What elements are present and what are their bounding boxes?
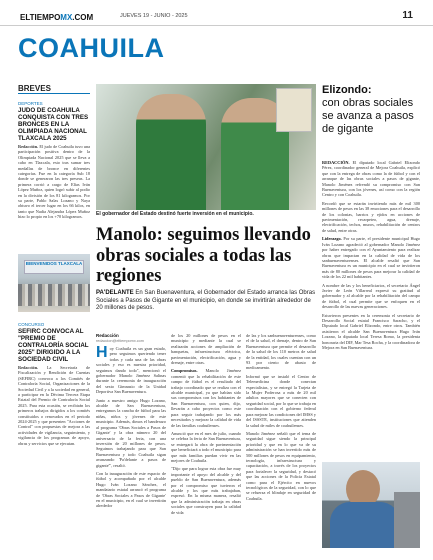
side-subhead: Liderazgo. [322,236,342,242]
side-paragraph: Liderazgo. Por su parte, el presidente municipal Hugo Iván Lozano agradeció al gobernador Manolo Jiménez por haber entregado con el Ayuntamiento para realizar obras que impactan en la calidad de vida de los sanbuenaventurenses. El alcalde resaltó que San Buenaventura es un municipio en el cual se invirtieron más de 80 millones de pesos para mejorar la calidad de vida de los 22 mil habitantes. [322,236,420,280]
article-paragraph: "Dijo que para lograr esta obra fue muy importante el apoyo del alcalde y del pueblo de San Buenaventura, además por el compromiso que tuvieron el alcalde y los que más trabajaban, expresó. En la misma manera, resaltó que la administración trabaja en obras sociales que construyen para la calidad de vida [171,466,241,515]
brand-main: ELTIEMPO [20,13,61,22]
side-story-body [322,160,420,353]
dropcap: H [96,344,108,361]
article-column-1 [96,346,166,512]
main-headline[interactable]: Manolo: seguimos llevando obras sociales a todas las regiones [96,225,311,286]
deck-place: PA'DELANTE [96,290,134,296]
article-paragraph: de las y los sanbuenaventurenses, como el de la salud, el drenaje, dentro de San Buenaventura que permite el desarrollo de la salud de los 110 metros de salud de la entidad, los cuales cuentan con un 93 por ciento de abasto de medicamento. [246,333,316,371]
article-column-3 [246,333,316,504]
brief-sefirc [18,322,90,446]
side-photo [322,462,420,548]
photo-banner: BIENVENIDOS TLAXCALA [24,260,84,274]
brief-judo [18,101,90,220]
article-paragraph: de los 20 millones de pesos en el municipio y mediante la cual se realizarán acciones de ampliación de banquetas, infraestructura eléctrica, pavimentación, electrificación, agua y drenaje, entre otras. [171,333,241,366]
brief-kicker: CONCURSO [18,322,45,327]
side-paragraph: Estuvieron presentes en la ceremonia el secretario de Desarrollo Social estatal Francisco Saracho, y el Diputado local Gabriel Elizondo, entre otros. También asistieron el alcalde San Buenaventura Hugo Iván Lozano, la diputada local Teresa Romo, la presidenta honoraria del DIF, Mar Tesa Rocha, y la coordinadora de Mejora en San Buenaventura. [322,312,420,350]
brief-lead: Redacción. [18,365,39,370]
deck-text: En San Buenaventura, el Gobernador del Estado arranca las Obras Sociales a Pasos de Gigante en el municipio, en donde se invirtirán alrededor de 20 millones de pesos. [96,290,316,312]
brief-photo [18,254,90,312]
article-paragraph: Manolo Jiménez señaló que el tema de seguridad sigue siendo la principal prioridad y que en lo que va de su administración se han invertido más de 500 millones de pesos en equipamiento, tecnología, infraestructura y capacitación, a través de los proyectos para fortalecer la seguridad, y destacó que las acciones de la Policía Estatal como para el Ejército en nuevos tecnológicos de la seguridad, con lo que se refuerza el blindaje en seguridad de Coahuila. [246,430,316,501]
page-number: 11 [402,10,413,21]
photo-body [330,502,400,548]
photo-person-left [136,94,206,210]
side-lead: REDACCIÓN. [322,160,350,165]
brief-text: El judo de Coahuila tuvo una participación positiva dentro de la Olimpiada Nacional 2025 que se lleva a cabo en Tlaxcala, esto tras sumar tres medallas de bronce en diferentes categorías. Fue en la categoría Sub 18 donde se generaron las tres preseas. La primera corrió a cargo de Elías Iván López Muñoz, quien logró subir al podio en la división de los 81 kilogramos. Por su parte, Pablo Salas Lozano y Naya obtuvo el tercer lugar en los 66 kilos, en tanto que Nadia Alejandra López Muñoz hizo lo propio en los +70 kilogramos. [18,144,91,220]
dateline: JUEVES 19 - JUNIO - 2025 [120,13,188,19]
brief-kicker: DEPORTES [18,101,43,106]
article-paragraph: Junto a nuestro amigo Hugo Lozano, alcalde de San Buenaventura, entregamos la cancha de fútbol para las niñas, niños y jóvenes de este municipio. Además, dimos el banderazo al programa 'Obras Sociales a Pasos de Gigante' y la obra número 20 del aniversario de la feria, con una inversión de 20 millones de pesos. Seguimos trabajando para que San Buenaventura y todo Coahuila sigan avanzando 'Pa'delante a pasos de gigante'", resaltó. [96,397,166,468]
subhead: Compromisos. [171,368,198,374]
brand-logo[interactable] [20,13,93,22]
brief-body [18,365,90,446]
side-headline-rest: con obras sociales se avanza a pasos de gigante [322,97,414,135]
article-paragraph: Hoy Coahuila es un gran estado, pero seguimos queriendo tener todas y cada una de las obras sociales y eso es nuestra prioridad, seguimos dando todo", mencionó el gobernador Manolo Jiménez Salinas durante la ceremonia de inauguración del sexto Gimnasio de la Unidad Deportiva San Buenaventura. [96,344,166,395]
article-paragraph: Compromisos. Manolo Jiménez comentó que la rehabilitación de este campo de fútbol es el resultado del trabajo coordinado que se realiza con el alcalde municipal, ya que habían sido sus compromisos con los habitantes de San Buenaventura, con quien, dijo, llevarán a cabo proyectos como este para seguir trabajando por los más necesitados y mejorar la calidad de vida de las familias coahuilenses. [171,368,241,428]
article-paragraph: Con la inauguración de este espacio de fútbol y acompañado por el alcalde Hugo Iván Lozano Sánchez, el mandatario estatal arrancó el programa de 'Obras Sociales a Pasos de Gigante' en el municipio, en el cual se invertirán alrededor [96,470,166,509]
main-deck [96,290,316,313]
side-headline-name: Elizondo: [322,84,372,96]
section-title: COAHUILA [18,33,165,63]
brand-domain: .COM [72,13,94,22]
side-headline[interactable] [322,84,422,136]
article-paragraph: Informó que se instaló el Centro de Telemedicina donde conectan especialistas, y se entregó la Tarjeta de la Mujer Poderosa a más de 20 mil adultos mayores que se conecten con seguridad social, por lo que se trabaja en coordinación con el gobierno federal para mejorar las condiciones del IMSS y del ISSSTE, instituciones que atienden la salud de miles de coahuilenses. [246,373,316,428]
photo-people [18,284,90,306]
brand-suffix: MX [60,13,73,22]
photo-sign [276,88,312,132]
byline: Redacción [96,333,119,338]
side-paragraph: Recordó que se estarán invirtiendo más de mil 300 millones de pesos en las 38 emociones para el desarrollo de los colonias, barrios y ejidos en acciones de pavimentación, recarpeteo, agua, drenaje, electrificación, techos, muros, rehabilitación de centros de salud, entre otras. [322,200,420,233]
brief-title[interactable]: JUDO DE COAHUILA CONQUISTA CON TRES BRONCES EN LA OLIMPIADA NACIONAL TLAXCALA 2025 [18,107,89,142]
article-column-2 [171,333,241,518]
brief-lead: Redacción. [18,144,39,149]
main-photo [96,84,316,210]
photo-bystander [394,492,420,548]
byline-email[interactable]: redaccion@eltiempomx.com [96,339,144,343]
side-paragraph: A nombre de las y los beneficiarios, el secretario Ángel Javier de León Villarreal expresó su gratitud al gobernador y al alcalde por la rehabilitación del campo de fútbol, el cual permite que se enfoquen en el desarrollo de las nuevas generaciones. [322,282,420,310]
brief-title[interactable]: SEFIRC CONVOCA AL "PREMIO DE CONTRALORÍA SOCIAL 2025" DIRIGIDO A LA SOCIEDAD CIVIL [18,328,89,363]
photo-caption: El gobernador del Estado destinó fuerte inversión en el municipio. [96,211,254,217]
top-bar [0,0,433,26]
brief-text: La Secretaría de Fiscalización y Rendición de Cuentas (SEFIRC) convoca a los Comités de Contraloría Social, Organizaciones de la Sociedad Civil y a la sociedad en general, a participar en la Décima Tercera Etapa Estatal del Premio de Contraloría Social 2025. Para esta ocasión, se recibirán los primeros trabajos dirigidos a los comités constituidos o renovados en el periodo 2024-2025 y que presenten "Acciones de Control" con propuestas de mejora a las actividades de vigilancia, seguimiento, y vigilancia de los programas de apoyo, obras y servicios que se ejecutan. [18,365,90,446]
brief-body [18,144,90,220]
breves-label: BREVES [18,84,90,94]
side-paragraph: REDACCIÓN. El diputado local Gabriel Elizondo Pérez, coordinador general de Mejora Coahuila, explicó que con la entrega de obras como la de fútbol y con el arranque de las obras sociales a pasos de gigante, Manolo Jiménez refrendó su compromiso con San Buenaventura, con los jóvenes, así como con la región Centro y con Coahuila. [322,160,420,198]
article-paragraph: Anunció que en el mes de julio, cuando se celebra la feria de San Buenaventura, se entregará la obra de pavimentación que beneficiará a todo el municipio para que más familias puedan vivir en las mejores de Coahuila. [171,430,241,463]
